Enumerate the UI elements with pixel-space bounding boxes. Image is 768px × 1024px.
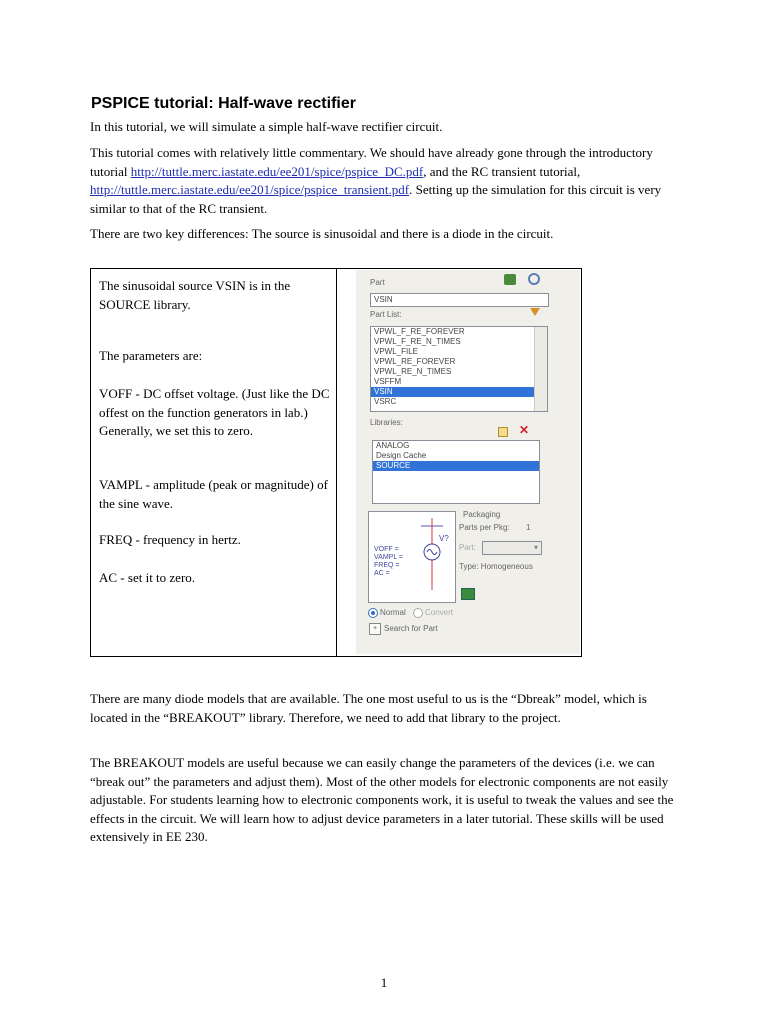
add-library-icon[interactable] [498, 427, 508, 437]
list-item[interactable]: VPWL_RE_N_TIMES [374, 367, 452, 376]
list-scrollbar[interactable] [534, 327, 547, 411]
libraries-label: Libraries: [370, 418, 403, 427]
paragraph-breakout: The BREAKOUT models are useful because we can easily change the parameters of the devices (i.e. we can “break out” the parameters and adjust them). Most of the other models for electronic components are not easily adjustable. For students learning how to electronic components work, it is useful to tweak the values and see the effects in the circuit. We will learn how to adjust device parameters in a later tutorial. These skills will be used extensively in EE 230. [90, 755, 674, 844]
part-label: Part [370, 278, 385, 287]
list-item[interactable]: VPWL_F_RE_N_TIMES [374, 337, 461, 346]
radio-normal[interactable] [368, 608, 378, 618]
list-item[interactable]: Design Cache [376, 451, 427, 460]
filter-icon[interactable] [530, 308, 540, 316]
table-cell-source: The sinusoidal source VSIN is in the SOURCE library. [99, 278, 291, 312]
list-item-selected[interactable]: VSIN [371, 387, 547, 397]
list-item[interactable]: ANALOG [376, 441, 410, 450]
link-transient-tutorial[interactable]: http://tuttle.merc.iastate.edu/ee201/spice/pspice_transient.pdf [90, 182, 410, 197]
symbol-refdes: V? [439, 534, 449, 543]
radio-convert[interactable] [413, 608, 423, 618]
table-cell-ac: AC - set it to zero. [99, 570, 196, 585]
table-divider [336, 269, 337, 656]
list-item[interactable]: VSRC [374, 397, 397, 406]
paragraph-differences: There are two key differences: The source is sinusoidal and there is a diode in the circuit. [90, 226, 554, 241]
link-dc-tutorial[interactable]: http://tuttle.merc.iastate.edu/ee201/spice/pspice_DC.pdf [130, 163, 424, 179]
paragraph-text: , and the RC transient tutorial, [423, 163, 581, 179]
library-list[interactable] [372, 440, 540, 504]
page-title: PSPICE tutorial: Half-wave rectifier [91, 95, 356, 112]
expand-icon[interactable]: + [369, 623, 381, 635]
help-icon[interactable] [528, 273, 540, 285]
table-cell-vampl: VAMPL - amplitude (peak or magnitude) of the sine wave. [99, 477, 328, 511]
part-select-label: Part: [459, 543, 476, 552]
parts-per-pkg-value: 1 [526, 523, 531, 532]
paragraph-overview [90, 144, 680, 218]
table-cell-params: The parameters are: [99, 348, 203, 363]
parts-per-pkg-label: Parts per Pkg: [459, 523, 510, 532]
intro-paragraph: In this tutorial, we will simulate a simple half-wave rectifier circuit. [90, 119, 443, 134]
symbol-params: VOFF = VAMPL = FREQ = AC = [374, 546, 403, 577]
place-part-panel [356, 270, 580, 654]
symbol-preview [368, 511, 456, 603]
paragraph-text: This tutorial comes with relatively little commentary. We should have already gone through the introductory tutorial [90, 145, 653, 179]
paragraph-text: . Setting up the simulation for this circuit is very similar to that of the RC transient. [90, 182, 662, 216]
list-item[interactable]: VPWL_F_RE_FOREVER [374, 327, 465, 336]
page-number: 1 [380, 975, 388, 990]
part-list[interactable] [370, 326, 548, 412]
list-item-selected[interactable]: SOURCE [373, 461, 539, 471]
radio-normal-label: Normal [380, 608, 406, 617]
table-cell-voff: VOFF - DC offset voltage. (Just like the DC offest on the function generators in lab.) Generally, we set this to zero. [99, 386, 330, 438]
pcb-footprint-icon[interactable] [461, 588, 475, 600]
table-cell-freq: FREQ - frequency in hertz. [99, 532, 241, 547]
part-select[interactable] [482, 541, 542, 555]
list-item[interactable]: VSFFM [374, 377, 402, 386]
paragraph-diode: There are many diode models that are available. The one most useful to us is the “Dbreak” model, which is located in the “BREAKOUT” library. Therefore, we need to add that library to the project. [90, 691, 647, 725]
add-part-icon[interactable] [504, 274, 516, 285]
radio-convert-label: Convert [425, 608, 454, 617]
list-item[interactable]: VPWL_RE_FOREVER [374, 357, 456, 366]
chevron-down-icon: ▾ [533, 543, 538, 552]
partlist-label: Part List: [370, 310, 402, 319]
list-item[interactable]: VPWL_FILE [374, 347, 419, 356]
part-input[interactable]: VSIN [370, 293, 549, 307]
packaging-label: Packaging [463, 510, 501, 519]
search-for-part-button[interactable]: Search for Part [384, 624, 438, 633]
type-label: Type: Homogeneous [459, 562, 533, 571]
remove-library-icon[interactable]: ✕ [519, 423, 530, 437]
